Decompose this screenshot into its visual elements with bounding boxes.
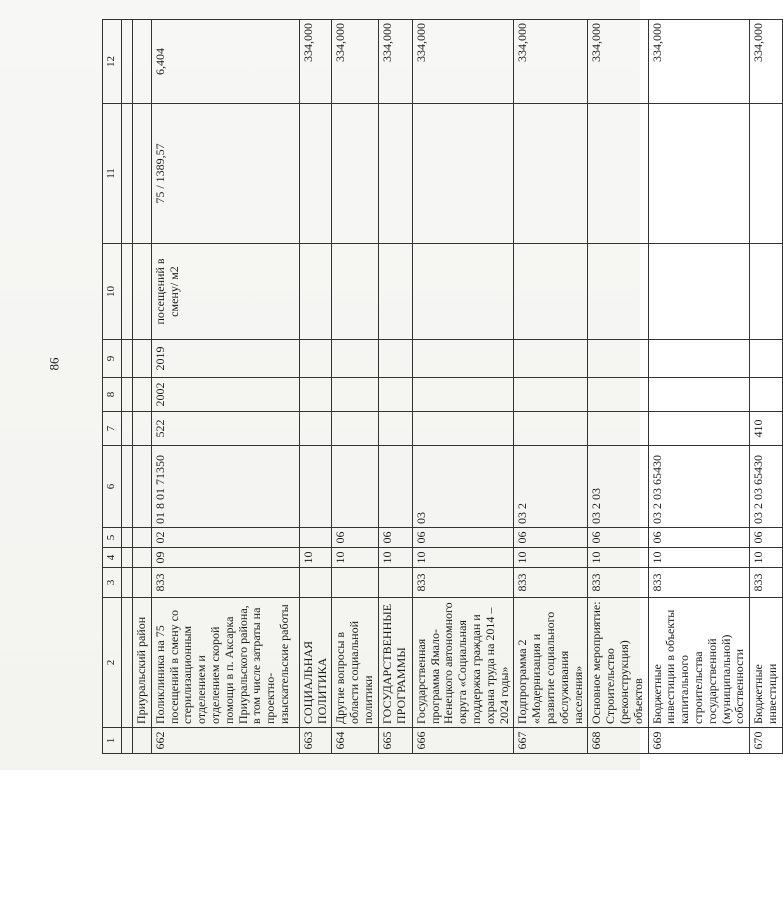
col-header: 1 [103,728,122,754]
col-header: 12 [103,20,122,104]
col-header: 11 [103,104,122,244]
cell [133,340,152,378]
cell: 833 [750,568,783,598]
cell: 10 [588,548,648,568]
cell [750,378,783,412]
cell-amount: 6,404 [151,20,299,104]
cell-amount: 334,000 [514,20,588,104]
cell [588,340,648,378]
cell [750,104,783,244]
col-header: 9 [103,340,122,378]
cell-row-number: 663 [299,728,332,754]
cell [588,104,648,244]
table-row [750,20,783,754]
cell [588,412,648,446]
cell [299,446,332,528]
table-row [412,20,514,754]
table-row [378,20,412,754]
cell: 02 [151,528,299,548]
cell-row-number: 665 [378,728,412,754]
cell: 06 [648,528,750,548]
cell [133,244,152,340]
cell [133,20,152,104]
cell: 2002 [151,378,299,412]
col-header: 3 [103,568,122,598]
table-row [151,20,299,754]
cell [648,412,750,446]
cell [378,446,412,528]
cell [299,568,332,598]
table-row [514,20,588,754]
cell [514,340,588,378]
col-header: 6 [103,446,122,528]
cell-description: СОЦИАЛЬНАЯ ПОЛИТИКА [299,598,332,728]
col-header: 2 [103,598,122,728]
table-row [299,20,332,754]
cell [648,340,750,378]
table-row [133,20,152,754]
cell [133,446,152,528]
cell [588,378,648,412]
col-header: 10 [103,244,122,340]
cell-description: Другие вопросы в области социальной политики [332,598,378,728]
cell: 10 [750,548,783,568]
cell: 410 [750,412,783,446]
cell: 03 2 [514,446,588,528]
cell: 06 [378,528,412,548]
cell-amount: 334,000 [588,20,648,104]
cell [133,728,152,754]
cell [750,244,783,340]
cell [133,412,152,446]
cell [133,568,152,598]
cell [648,104,750,244]
header-row [103,20,122,754]
cell-amount: 334,000 [648,20,750,104]
cell: 09 [151,548,299,568]
spacer-row [122,20,133,754]
cell-row-number: 666 [412,728,514,754]
cell [648,378,750,412]
col-header: 4 [103,548,122,568]
cell: 03 2 03 65430 [648,446,750,528]
cell: 10 [648,548,750,568]
cell-row-number: 670 [750,728,783,754]
cell [378,104,412,244]
cell [133,104,152,244]
cell [332,104,378,244]
col-header: 8 [103,378,122,412]
cell: 10 [299,548,332,568]
cell: 10 [412,548,514,568]
col-header: 7 [103,412,122,446]
cell: 03 [412,446,514,528]
cell [133,548,152,568]
cell-section-title: Приуральский район [133,598,152,728]
cell: 10 [332,548,378,568]
cell [133,528,152,548]
cell [299,244,332,340]
cell: 10 [514,548,588,568]
cell [514,412,588,446]
cell: 03 2 03 [588,446,648,528]
page-number: 86 [46,357,62,371]
cell: 2019 [151,340,299,378]
page-margin-area [0,770,640,905]
cell: 10 [378,548,412,568]
cell: 06 [514,528,588,548]
cell: 06 [332,528,378,548]
cell [412,244,514,340]
cell-amount: 334,000 [412,20,514,104]
cell [750,340,783,378]
cell-description: ГОСУДАРСТВЕННЫЕ ПРОГРАММЫ [378,598,412,728]
cell-description: Бюджетные инвестиции в объекты капитального строительства государственной (муниципальной) собственности [648,598,750,728]
cell: 833 [151,568,299,598]
cell-description: Поликлиника на 75 посещений в смену со стерилизационным отделением и отделением скорой помощи в п. Аксарка Приуральского района, в том числе затраты на проектно-изыскательские работы [151,598,299,728]
cell: 833 [412,568,514,598]
cell [412,412,514,446]
cell [378,568,412,598]
cell: 06 [588,528,648,548]
cell: 833 [588,568,648,598]
cell-description: Государственная программа Ямало-Ненецкого автономного округа «Социальная поддержка граждан и охрана труда на 2014 – 2024 годы» [412,598,514,728]
col-header: 5 [103,528,122,548]
cell [299,340,332,378]
cell [299,104,332,244]
cell: 06 [412,528,514,548]
cell [332,340,378,378]
cell [299,378,332,412]
cell [378,244,412,340]
cell [133,378,152,412]
cell-description: Подпрограмма 2 «Модернизация и развитие социального обслуживания населения» [514,598,588,728]
cell-amount: 334,000 [750,20,783,104]
cell-row-number: 668 [588,728,648,754]
cell [378,378,412,412]
cell-row-number: 662 [151,728,299,754]
rotated-table-frame [102,20,779,754]
cell [299,412,332,446]
cell: 522 [151,412,299,446]
cell [378,412,412,446]
cell [332,446,378,528]
cell [514,244,588,340]
cell-amount: 334,000 [299,20,332,104]
cell [412,378,514,412]
cell: 833 [514,568,588,598]
cell [588,244,648,340]
cell: 06 [750,528,783,548]
cell [332,378,378,412]
budget-table [102,19,783,754]
cell [514,378,588,412]
cell [514,104,588,244]
cell [648,244,750,340]
cell-amount: 334,000 [378,20,412,104]
cell [378,340,412,378]
cell-row-number: 669 [648,728,750,754]
cell [412,104,514,244]
cell [299,528,332,548]
cell [332,244,378,340]
table-row [648,20,750,754]
table-row [588,20,648,754]
cell [332,412,378,446]
cell: 833 [648,568,750,598]
cell: 01 8 01 71350 [151,446,299,528]
cell: посещений в смену/ м2 [151,244,299,340]
cell [412,340,514,378]
cell: 03 2 03 65430 [750,446,783,528]
cell-description: Основное мероприятие: Строительство (реконструкция) объектов [588,598,648,728]
cell-row-number: 664 [332,728,378,754]
cell-amount: 334,000 [332,20,378,104]
cell-description: Бюджетные инвестиции [750,598,783,728]
cell-row-number: 667 [514,728,588,754]
cell [332,568,378,598]
table-row [332,20,378,754]
cell: 75 / 1389,57 [151,104,299,244]
